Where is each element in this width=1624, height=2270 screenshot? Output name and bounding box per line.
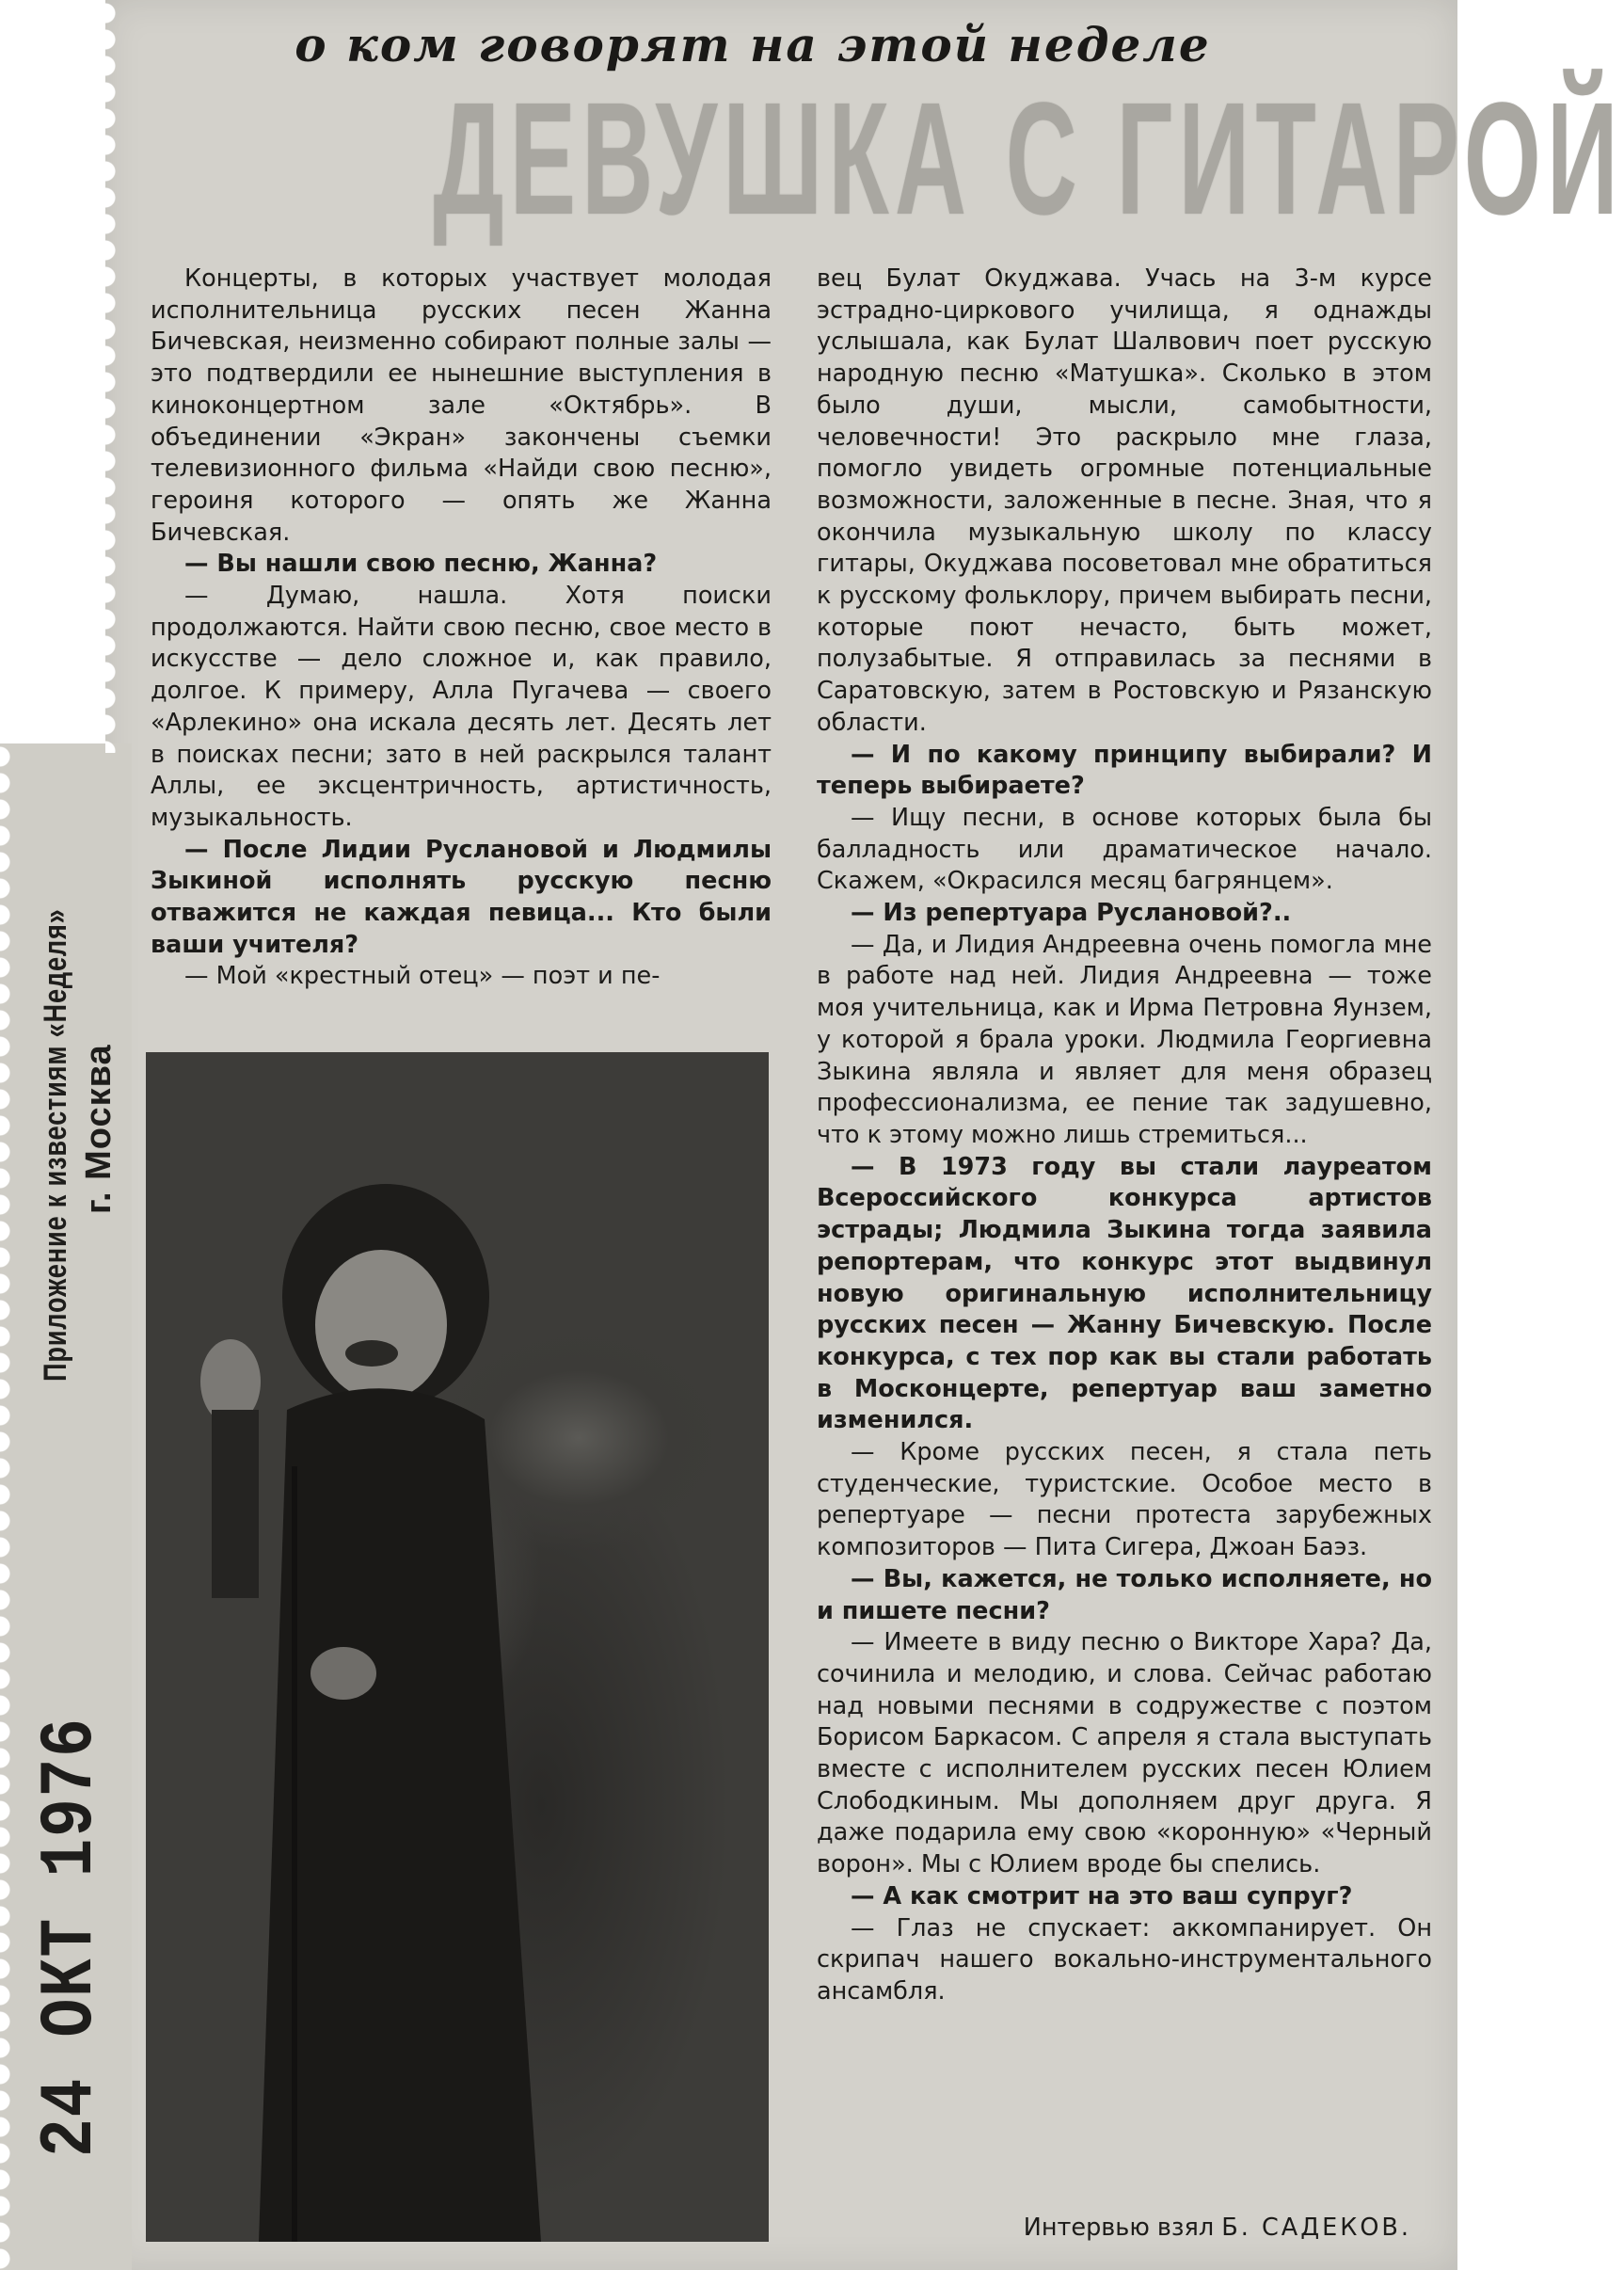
paragraph: — Глаз не спускает: аккомпанирует. Он скрипач нашего вокально-инструментального ансамбля. <box>817 1913 1432 2006</box>
paragraph: — Имеете в виду песню о Викторе Хара? Да, сочинила и мелодию, и слова. Сейчас работаю над новыми песнями в содружестве с поэтом Борисом Баркасом. С апреля я стала выступать вместе с исполнителем русских песен Юлием Слободкиным. Мы дополняем друг друга. Я даже подарила ему свою «коронную» «Черный ворон». Мы с Юлием вроде бы спелись. <box>817 1628 1432 1879</box>
paragraph: — Кроме русских песен, я стала петь студенческие, туристские. Особое место в репертуаре — песни протеста зарубежных композиторов — Пита Сигера, Джоан Баэз. <box>817 1438 1432 1562</box>
right-text-column <box>817 264 1432 2008</box>
interview-question: — Вы нашли свою песню, Жанна? <box>184 550 658 579</box>
paragraph: Концерты, в которых участвует молодая исполнительница русских песен Жанна Бичевская, неизменно собирают полные залы — это подтвердили ее нынешние выступления в киноконцертном зале «Октябрь». В объединении «Экран» закончены съемки телевизионного фильма «Найди свою песню», героиня которого — опять же Жанна Бичевская. <box>151 264 772 547</box>
interview-question: — Вы, кажется, не только исполняете, но и пишете песни? <box>817 1564 1432 1625</box>
stamp-date: 24 ОКТ 1976 <box>28 1717 114 2157</box>
interview-question: — И по какому принципу выбирали? И теперь выбираете? <box>817 740 1432 801</box>
stamp-publication: Приложение к известиям «Неделя» <box>38 908 73 1382</box>
interview-question: — В 1973 году вы стали лауреатом Всероссийского конкурса артистов эстрады; Людмила Зыкина тогда заявила репортерам, что конкурс этот выдвинул новую оригинальную исполнительницу русских песен — Жанну Бичевскую. После конкурса, с тех пор как вы стали работать в Москонцерте, репертуар ваш заметно изменился. <box>817 1152 1432 1435</box>
interview-question: — А как смотрит на это ваш супруг? <box>851 1881 1353 1910</box>
paragraph: вец Булат Окуджава. Учась на 3-м курсе эстрадно-циркового училища, я однажды услышала, как Булат Шалвович поет русскую народную песню «Матушка». Сколько в этом было души, мысли, самобытности, человечности! Это раскрыло мне глаза, помогло увидеть огромные потенциальные возможности, заложенные в песне. Зная, что я окончила музыкальную школу по классу гитары, Окуджава посоветовал мне обратиться к русскому фольклору, причем выбирать песни, которые поют нечасто, быть может, полузабытые. Я отправилась за песнями в Саратовскую, затем в Ростовскую и Рязанскую области. <box>817 264 1432 737</box>
interview-question: — После Лидии Руслановой и Людмилы Зыкиной исполнять русскую песню отважится не каждая певица... Кто были ваши учителя? <box>151 835 772 959</box>
cut-edge <box>105 0 126 753</box>
singer-silhouette <box>146 1052 769 2242</box>
singer-photo <box>146 1052 769 2242</box>
paragraph: — Мой «крестный отец» — поэт и пе- <box>184 962 661 991</box>
cut-edge-left <box>0 743 21 2270</box>
stamp-city: г. Москва <box>79 1044 119 1214</box>
byline-author: Б. САДЕКОВ. <box>1221 2214 1411 2242</box>
rubric-heading: о ком говорят на этой неделе <box>295 17 1211 72</box>
paragraph: — Да, и Лидия Андреевна очень помогла мне в работе над ней. Лидия Андреевна — тоже моя учительница, как и Ирма Петровна Яунзем, у которой я брала уроки. Людмила Георгиевна Зыкина являла и являет для меня образец профессионализма, ее пение так задушевно, что к этому можно лишь стремиться... <box>817 930 1432 1149</box>
paragraph: — Ищу песни, в основе которых была бы балладность или драматическое начало. Скажем, «Окрасился месяц багрянцем». <box>817 803 1432 896</box>
byline-prefix: Интервью взял <box>1023 2214 1215 2242</box>
left-text-column <box>151 264 772 993</box>
article-headline: ДЕВУШКА С ГИТАРОЙ <box>433 70 1624 248</box>
interview-question: — Из репертуара Руслановой?.. <box>851 899 1292 928</box>
byline <box>941 2214 1411 2242</box>
paragraph: — Думаю, нашла. Хотя поиски продолжаются. Найти свою песню, свое место в искусстве — дело сложное и, как правило, долгое. К примеру, Алла Пугачева — своего «Арлекино» она искала десять лет. Десять лет в поисках песни; зато в ней раскрылся талант Аллы, ее эксцентричность, артистичность, музыкальность. <box>151 582 772 832</box>
